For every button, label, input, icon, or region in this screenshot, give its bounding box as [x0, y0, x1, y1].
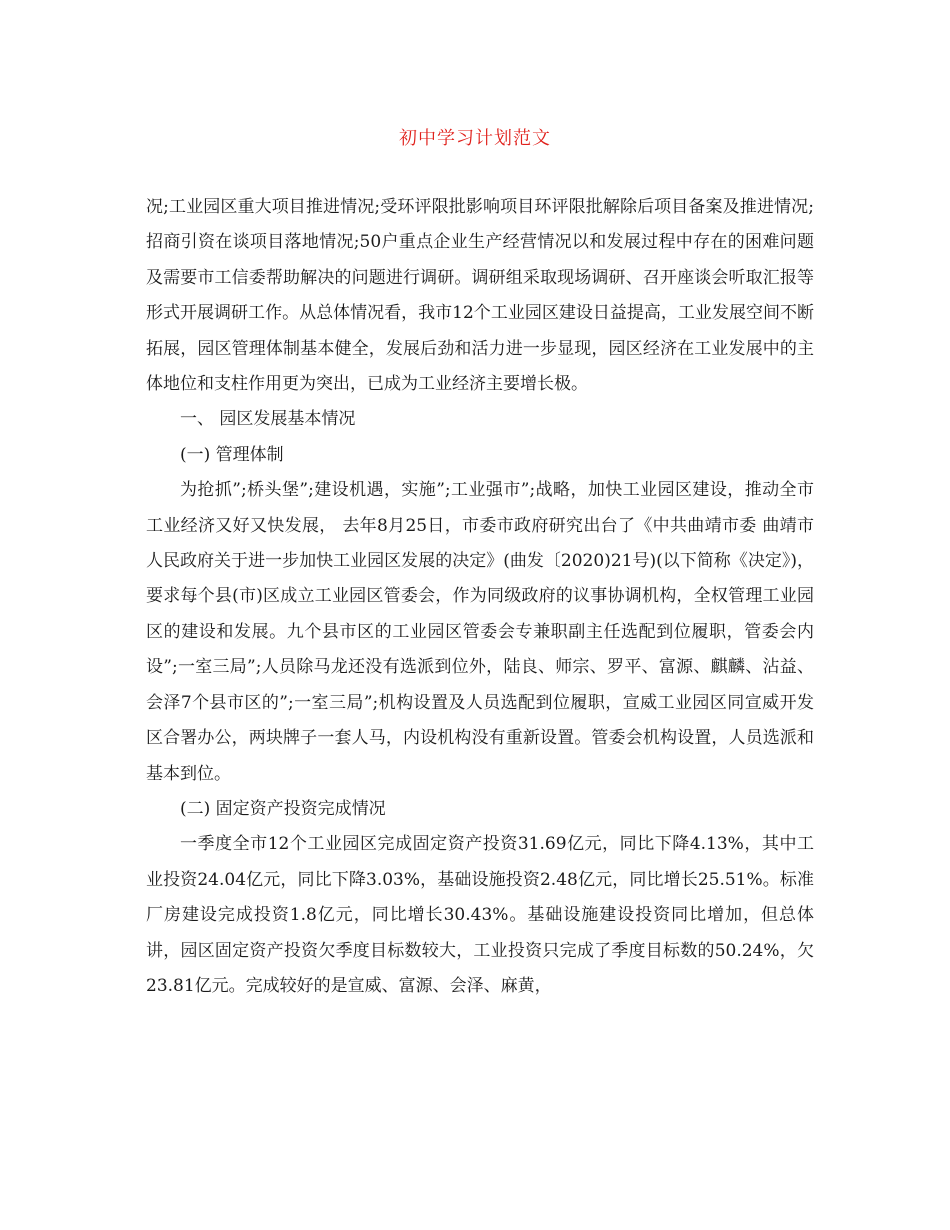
document-title: 初中学习计划范文: [399, 128, 551, 149]
paragraph-intro: 况;工业园区重大项目推进情况;受环评限批影响项目环评限批解除后项目备案及推进情况;招商引资在谈项目落地情况;50户重点企业生产经营情况以和发展过程中存在的困难问题及需要市工信委帮助解决的问题进行调研。调研组采取现场调研、召开座谈会听取汇报等形式开展调研工作。从总体情况看，我市12个工业园区建设日益提高，工业发展空间不断拓展，园区管理体制基本健全，发展后劲和活力进一步显现，园区经济在工业发展中的主体地位和支柱作用更为突出，已成为工业经济主要增长极。: [146, 197, 814, 395]
subsection-heading-management: (一) 管理体制: [180, 444, 284, 465]
subsection-heading-investment: (二) 固定资产投资完成情况: [180, 798, 386, 819]
section-heading-1: 一、 园区发展基本情况: [180, 409, 356, 430]
paragraph-investment: 一季度全市12个工业园区完成固定资产投资31.69亿元，同比下降4.13%，其中工业投资24.04亿元，同比下降3.03%，基础设施投资2.48亿元，同比增长25.51%。标准厂房建设完成投资1.8亿元，同比增长30.43%。基础设施建设投资同比增加，但总体讲，园区固定资产投资欠季度目标数较大，工业投资只完成了季度目标数的50.24%，欠23.81亿元。完成较好的是宣威、富源、会泽、麻黄，: [146, 834, 814, 996]
document-body: [146, 190, 814, 1004]
paragraph-management: 为抢抓”;桥头堡”;建设机遇，实施”;工业强市”;战略，加快工业园区建设，推动全市工业经济又好又快发展， 去年8月25日，市委市政府研究出台了《中共曲靖市委 曲靖市人民政府关于进一步加快工业园区发展的决定》(曲发〔2020)21号)(以下简称《决定》)，要求每个县(市)区成立工业园区管委会，作为同级政府的议事协调机构，全权管理工业园区的建设和发展。九个县市区的工业园区管委会专兼职副主任选配到位履职，管委会内设”;一室三局”;人员除马龙还没有选派到位外，陆良、师宗、罗平、富源、麒麟、沾益、会泽7个县市区的”;一室三局”;机构设置及人员选配到位履职，宣威工业园区同宣威开发区合署办公，两块牌子一套人马，内设机构没有重新设置。管委会机构设置，人员选派和基本到位。: [146, 480, 814, 784]
